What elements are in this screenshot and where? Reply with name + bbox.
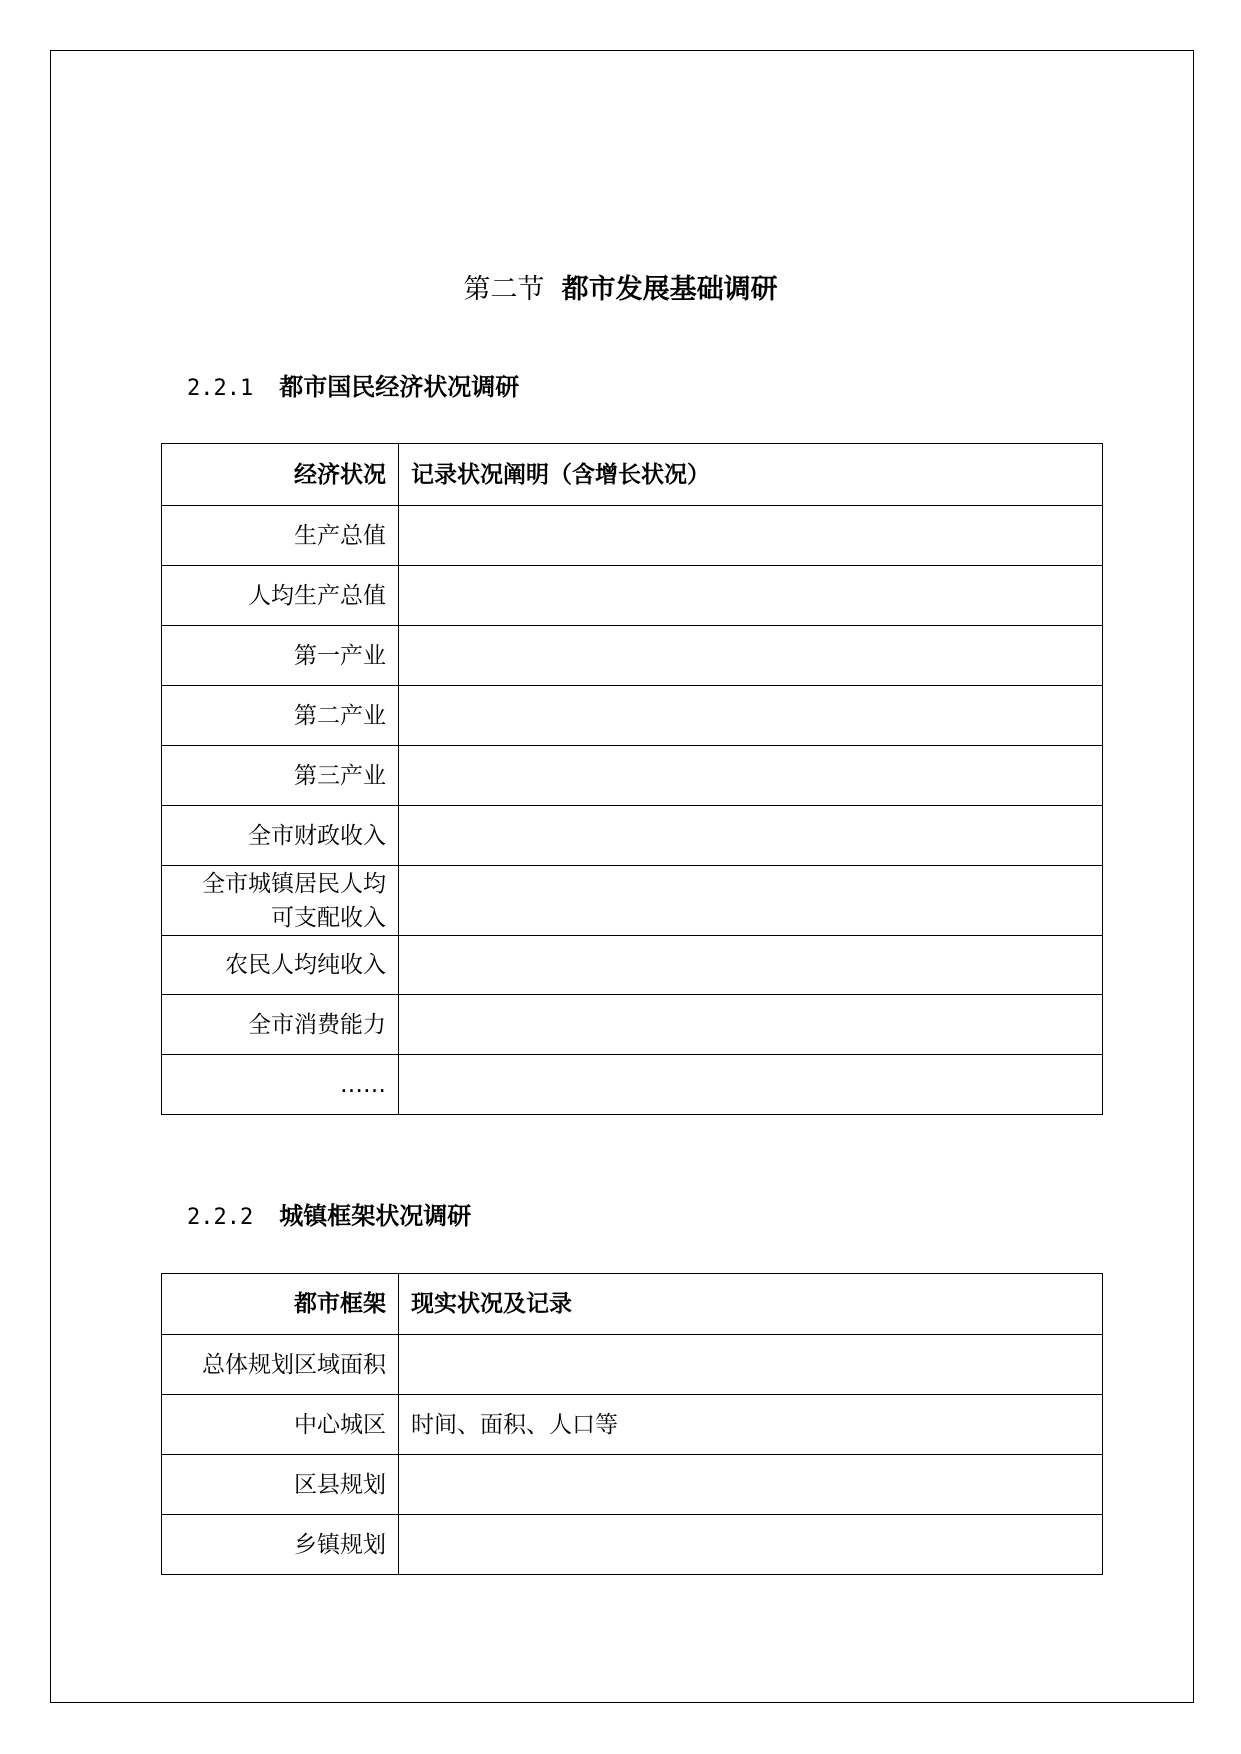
section-prefix: 第二节 xyxy=(463,274,545,305)
table-row xyxy=(162,866,1103,936)
table-row xyxy=(162,1515,1103,1575)
table-row xyxy=(162,936,1103,995)
table-row xyxy=(162,626,1103,686)
table-header-row xyxy=(162,1274,1103,1335)
header-cell-category: 都市框架 xyxy=(162,1274,399,1335)
header-cell-record: 现实状况及记录 xyxy=(399,1274,1103,1335)
table-row xyxy=(162,746,1103,806)
row-label: …… xyxy=(162,1055,399,1115)
section-title xyxy=(0,272,1241,308)
row-label: 中心城区 xyxy=(162,1395,399,1455)
row-value-cell[interactable] xyxy=(399,936,1103,995)
section-heading: 都市发展基础调研 xyxy=(561,274,778,305)
row-label: 总体规划区域面积 xyxy=(162,1335,399,1395)
row-value-cell[interactable] xyxy=(399,626,1103,686)
subsection-number: 2.2.1 xyxy=(187,376,254,401)
row-value-cell[interactable] xyxy=(399,1515,1103,1575)
subsection-number: 2.2.2 xyxy=(187,1205,254,1230)
row-label: 全市消费能力 xyxy=(162,995,399,1055)
row-label: 农民人均纯收入 xyxy=(162,936,399,995)
row-value-cell[interactable] xyxy=(399,806,1103,866)
subsection-title: 城镇框架状况调研 xyxy=(279,1202,472,1230)
row-label: 第一产业 xyxy=(162,626,399,686)
row-value-cell[interactable]: 时间、面积、人口等 xyxy=(399,1395,1103,1455)
row-label: 全市城镇居民人均 可支配收入 xyxy=(162,866,399,936)
subsection-heading-1 xyxy=(187,370,519,406)
table-header-row xyxy=(162,444,1103,506)
row-label: 人均生产总值 xyxy=(162,566,399,626)
subsection-title: 都市国民经济状况调研 xyxy=(279,373,520,401)
header-cell-category: 经济状况 xyxy=(162,444,399,506)
urban-framework-table xyxy=(161,1273,1103,1575)
row-value-cell[interactable] xyxy=(399,506,1103,566)
economy-table xyxy=(161,443,1103,1115)
row-value-cell[interactable] xyxy=(399,686,1103,746)
row-value-cell[interactable] xyxy=(399,995,1103,1055)
row-label: 乡镇规划 xyxy=(162,1515,399,1575)
row-value-cell[interactable] xyxy=(399,1055,1103,1115)
table-row xyxy=(162,1395,1103,1455)
table-row xyxy=(162,995,1103,1055)
row-label: 生产总值 xyxy=(162,506,399,566)
table-row xyxy=(162,1455,1103,1515)
row-label: 第二产业 xyxy=(162,686,399,746)
table-row xyxy=(162,686,1103,746)
table-row xyxy=(162,806,1103,866)
row-value-cell[interactable] xyxy=(399,866,1103,936)
row-value-cell[interactable] xyxy=(399,566,1103,626)
row-value-cell[interactable] xyxy=(399,1455,1103,1515)
header-cell-record: 记录状况阐明（含增长状况） xyxy=(399,444,1103,506)
row-value-cell[interactable] xyxy=(399,1335,1103,1395)
table-row xyxy=(162,1055,1103,1115)
table-row xyxy=(162,566,1103,626)
row-label: 第三产业 xyxy=(162,746,399,806)
table-row xyxy=(162,1335,1103,1395)
row-value-cell[interactable] xyxy=(399,746,1103,806)
table-row xyxy=(162,506,1103,566)
row-label: 区县规划 xyxy=(162,1455,399,1515)
row-label: 全市财政收入 xyxy=(162,806,399,866)
subsection-heading-2 xyxy=(187,1199,471,1235)
